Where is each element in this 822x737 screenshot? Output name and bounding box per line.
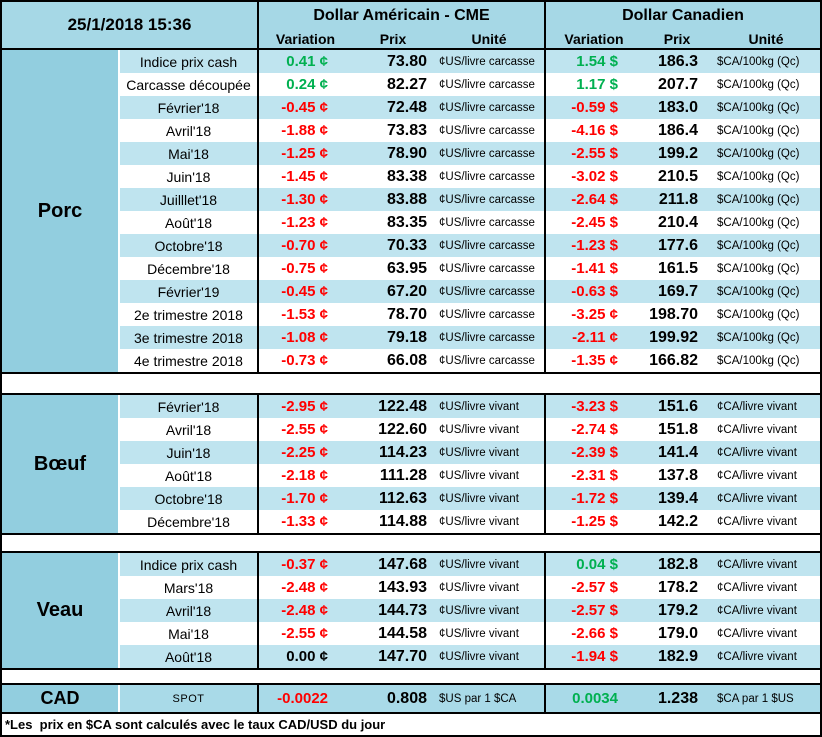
us-price: 67.20 [352, 280, 434, 303]
us-price: 83.35 [352, 211, 434, 234]
ca-variation: -1.72 $ [544, 487, 642, 510]
us-price: 114.23 [352, 441, 434, 464]
us-price: 63.95 [352, 257, 434, 280]
ca-price: 161.5 [642, 257, 712, 280]
ca-price: 139.4 [642, 487, 712, 510]
ca-price: 137.8 [642, 464, 712, 487]
ca-variation: -2.74 $ [544, 418, 642, 441]
us-variation: -2.55 ¢ [257, 418, 352, 441]
us-price: 66.08 [352, 349, 434, 372]
ca-dollar-group-header: Dollar Canadien [544, 2, 820, 30]
us-price: 83.38 [352, 165, 434, 188]
us-prix-column-header: Prix [379, 31, 407, 47]
us-unit: ¢US/livre vivant [434, 510, 544, 533]
ca-variation: -1.41 $ [544, 257, 642, 280]
ca-variation: 1.54 $ [544, 50, 642, 73]
us-variation: -1.08 ¢ [257, 326, 352, 349]
us-unit: ¢US/livre carcasse [434, 188, 544, 211]
us-variation: -2.48 ¢ [257, 576, 352, 599]
row-label: Indice prix cash [120, 50, 257, 73]
row-label: Juilllet'18 [120, 188, 257, 211]
ca-unit: $CA/100kg (Qc) [712, 257, 820, 280]
us-unit: ¢US/livre carcasse [434, 142, 544, 165]
ca-price: 142.2 [642, 510, 712, 533]
category-label-veau: Veau [2, 553, 120, 668]
us-variation: -0.75 ¢ [257, 257, 352, 280]
ca-variation: -1.23 $ [544, 234, 642, 257]
us-variation: -2.25 ¢ [257, 441, 352, 464]
us-variation: -0.45 ¢ [257, 280, 352, 303]
ca-variation: -3.25 ¢ [544, 303, 642, 326]
row-label: Août'18 [120, 645, 257, 668]
ca-price: 178.2 [642, 576, 712, 599]
us-unit: ¢US/livre carcasse [434, 50, 544, 73]
cad-ca-price: 1.238 [657, 689, 698, 707]
us-unit: ¢US/livre carcasse [434, 257, 544, 280]
cad-us-unit: $US par 1 $CA [439, 692, 517, 705]
ca-unit: ¢CA/livre vivant [712, 576, 820, 599]
us-price: 78.70 [352, 303, 434, 326]
row-label: Carcasse découpée [120, 73, 257, 96]
cad-spot-row [2, 683, 820, 714]
ca-variation: -3.02 $ [544, 165, 642, 188]
row-label: Indice prix cash [120, 553, 257, 576]
ca-variation-column-header: Variation [544, 30, 642, 48]
ca-variation: -2.11 ¢ [544, 326, 642, 349]
us-unit: ¢US/livre vivant [434, 487, 544, 510]
us-unit: ¢US/livre carcasse [434, 119, 544, 142]
us-variation: -1.45 ¢ [257, 165, 352, 188]
ca-price: 207.7 [642, 73, 712, 96]
ca-unit: ¢CA/livre vivant [712, 464, 820, 487]
us-dollar-group-header: Dollar Américain - CME [257, 2, 544, 30]
row-label: Décembre'18 [120, 510, 257, 533]
ca-unit: ¢CA/livre vivant [712, 599, 820, 622]
row-label: Avril'18 [120, 119, 257, 142]
us-unit: ¢US/livre carcasse [434, 280, 544, 303]
section-boeuf [2, 393, 820, 535]
row-label: Juin'18 [120, 441, 257, 464]
cad-us-price: 0.808 [386, 689, 427, 707]
ca-variation: -2.55 $ [544, 142, 642, 165]
ca-unit: $CA/100kg (Qc) [712, 165, 820, 188]
ca-variation: -1.94 $ [544, 645, 642, 668]
us-variation: -1.70 ¢ [257, 487, 352, 510]
ca-price: 166.82 [642, 349, 712, 372]
ca-unit: $CA/100kg (Qc) [712, 142, 820, 165]
row-label: Décembre'18 [120, 257, 257, 280]
ca-variation: -2.57 $ [544, 599, 642, 622]
cad-ca-unit: $CA par 1 $US [717, 692, 794, 705]
ca-price: 151.6 [642, 395, 712, 418]
category-label-porc: Porc [2, 50, 120, 372]
ca-price: 169.7 [642, 280, 712, 303]
cad-us-variation: -0.0022 [257, 685, 352, 712]
ca-price: 177.6 [642, 234, 712, 257]
ca-unit: $CA/100kg (Qc) [712, 280, 820, 303]
ca-price: 151.8 [642, 418, 712, 441]
section-porc [2, 50, 820, 374]
us-price: 147.68 [352, 553, 434, 576]
row-label: Octobre'18 [120, 487, 257, 510]
ca-price: 179.0 [642, 622, 712, 645]
ca-variation: -0.59 $ [544, 96, 642, 119]
row-label: Août'18 [120, 464, 257, 487]
us-price: 144.58 [352, 622, 434, 645]
report-datetime: 25/1/2018 15:36 [67, 15, 192, 34]
us-variation: 0.00 ¢ [257, 645, 352, 668]
us-variation: 0.41 ¢ [257, 50, 352, 73]
ca-unit: ¢CA/livre vivant [712, 553, 820, 576]
ca-variation: -0.63 $ [544, 280, 642, 303]
ca-variation: -2.31 $ [544, 464, 642, 487]
us-variation: -0.45 ¢ [257, 96, 352, 119]
ca-unit: $CA/100kg (Qc) [712, 349, 820, 372]
ca-price: 182.9 [642, 645, 712, 668]
row-label: Mai'18 [120, 142, 257, 165]
us-price: 72.48 [352, 96, 434, 119]
us-price: 83.88 [352, 188, 434, 211]
us-unit: ¢US/livre vivant [434, 645, 544, 668]
us-variation: -1.53 ¢ [257, 303, 352, 326]
us-unit: ¢US/livre vivant [434, 441, 544, 464]
row-label: Juin'18 [120, 165, 257, 188]
commodity-sections [2, 50, 820, 683]
category-label-boeuf: Bœuf [2, 395, 120, 533]
ca-unite-column-header: Unité [748, 31, 784, 47]
ca-variation: -2.39 $ [544, 441, 642, 464]
section-veau [2, 551, 820, 670]
ca-unit: $CA/100kg (Qc) [712, 96, 820, 119]
us-unit: ¢US/livre carcasse [434, 73, 544, 96]
us-price: 122.48 [352, 395, 434, 418]
ca-unit: ¢CA/livre vivant [712, 622, 820, 645]
ca-variation: 0.04 $ [544, 553, 642, 576]
us-unit: ¢US/livre carcasse [434, 96, 544, 119]
category-label-cad: CAD [2, 685, 120, 712]
ca-unit: ¢CA/livre vivant [712, 441, 820, 464]
row-label: Octobre'18 [120, 234, 257, 257]
ca-unit: ¢CA/livre vivant [712, 510, 820, 533]
row-label: 4e trimestre 2018 [120, 349, 257, 372]
row-label: Février'19 [120, 280, 257, 303]
ca-unit: ¢CA/livre vivant [712, 418, 820, 441]
us-unit: ¢US/livre carcasse [434, 326, 544, 349]
us-price: 78.90 [352, 142, 434, 165]
ca-price: 182.8 [642, 553, 712, 576]
us-price: 111.28 [352, 464, 434, 487]
us-variation: -1.33 ¢ [257, 510, 352, 533]
us-unit: ¢US/livre vivant [434, 576, 544, 599]
cad-spot-label: SPOT [172, 692, 205, 705]
us-price: 82.27 [352, 73, 434, 96]
us-unite-column-header: Unité [471, 31, 507, 47]
ca-price: 198.70 [642, 303, 712, 326]
row-label: Mai'18 [120, 622, 257, 645]
ca-unit: $CA/100kg (Qc) [712, 119, 820, 142]
ca-unit: $CA/100kg (Qc) [712, 303, 820, 326]
ca-variation: -3.23 $ [544, 395, 642, 418]
row-label: Avril'18 [120, 599, 257, 622]
section-gap [2, 670, 820, 683]
ca-price: 199.2 [642, 142, 712, 165]
table-header [2, 2, 820, 50]
us-variation: -0.37 ¢ [257, 553, 352, 576]
ca-unit: $CA/100kg (Qc) [712, 73, 820, 96]
us-variation: -2.95 ¢ [257, 395, 352, 418]
us-unit: ¢US/livre carcasse [434, 211, 544, 234]
ca-unit: $CA/100kg (Qc) [712, 50, 820, 73]
us-unit: ¢US/livre carcasse [434, 165, 544, 188]
us-variation: -1.25 ¢ [257, 142, 352, 165]
us-price: 143.93 [352, 576, 434, 599]
us-price: 114.88 [352, 510, 434, 533]
us-price: 73.83 [352, 119, 434, 142]
us-unit: ¢US/livre vivant [434, 622, 544, 645]
footnote: *Les prix en $CA sont calculés avec le taux CAD/USD du jour [2, 714, 820, 735]
ca-price: 210.4 [642, 211, 712, 234]
row-label: 2e trimestre 2018 [120, 303, 257, 326]
ca-price: 183.0 [642, 96, 712, 119]
ca-unit: $CA/100kg (Qc) [712, 211, 820, 234]
ca-price: 179.2 [642, 599, 712, 622]
us-unit: ¢US/livre vivant [434, 553, 544, 576]
section-gap [2, 535, 820, 551]
us-price: 147.70 [352, 645, 434, 668]
row-label: Avril'18 [120, 418, 257, 441]
ca-unit: ¢CA/livre vivant [712, 645, 820, 668]
us-price: 73.80 [352, 50, 434, 73]
ca-variation: -1.25 $ [544, 510, 642, 533]
ca-price: 211.8 [642, 188, 712, 211]
us-variation: 0.24 ¢ [257, 73, 352, 96]
us-price: 122.60 [352, 418, 434, 441]
ca-prix-column-header: Prix [663, 31, 691, 47]
ca-variation: 1.17 $ [544, 73, 642, 96]
cad-ca-variation: 0.0034 [544, 685, 642, 712]
us-variation: -2.48 ¢ [257, 599, 352, 622]
row-label: Août'18 [120, 211, 257, 234]
us-unit: ¢US/livre vivant [434, 395, 544, 418]
us-price: 70.33 [352, 234, 434, 257]
ca-unit: ¢CA/livre vivant [712, 487, 820, 510]
ca-variation: -2.45 $ [544, 211, 642, 234]
row-label: 3e trimestre 2018 [120, 326, 257, 349]
row-label: Mars'18 [120, 576, 257, 599]
us-price: 144.73 [352, 599, 434, 622]
ca-variation: -2.66 $ [544, 622, 642, 645]
us-variation: -2.55 ¢ [257, 622, 352, 645]
us-unit: ¢US/livre carcasse [434, 303, 544, 326]
us-unit: ¢US/livre vivant [434, 418, 544, 441]
us-price: 79.18 [352, 326, 434, 349]
us-variation: -0.70 ¢ [257, 234, 352, 257]
ca-unit: $CA/100kg (Qc) [712, 234, 820, 257]
us-variation: -0.73 ¢ [257, 349, 352, 372]
ca-price: 141.4 [642, 441, 712, 464]
us-unit: ¢US/livre carcasse [434, 349, 544, 372]
ca-price: 199.92 [642, 326, 712, 349]
us-price: 112.63 [352, 487, 434, 510]
us-unit: ¢US/livre carcasse [434, 234, 544, 257]
us-variation: -1.88 ¢ [257, 119, 352, 142]
ca-variation: -4.16 $ [544, 119, 642, 142]
ca-variation: -2.64 $ [544, 188, 642, 211]
ca-variation: -2.57 $ [544, 576, 642, 599]
section-gap [2, 374, 820, 393]
row-label: Février'18 [120, 96, 257, 119]
us-unit: ¢US/livre vivant [434, 599, 544, 622]
us-variation: -2.18 ¢ [257, 464, 352, 487]
row-label: Février'18 [120, 395, 257, 418]
ca-variation: -1.35 ¢ [544, 349, 642, 372]
ca-unit: $CA/100kg (Qc) [712, 326, 820, 349]
us-variation: -1.23 ¢ [257, 211, 352, 234]
us-unit: ¢US/livre vivant [434, 464, 544, 487]
ca-price: 186.3 [642, 50, 712, 73]
us-variation: -1.30 ¢ [257, 188, 352, 211]
ca-price: 186.4 [642, 119, 712, 142]
us-variation-column-header: Variation [257, 30, 352, 48]
ca-unit: ¢CA/livre vivant [712, 395, 820, 418]
ca-unit: $CA/100kg (Qc) [712, 188, 820, 211]
ca-price: 210.5 [642, 165, 712, 188]
